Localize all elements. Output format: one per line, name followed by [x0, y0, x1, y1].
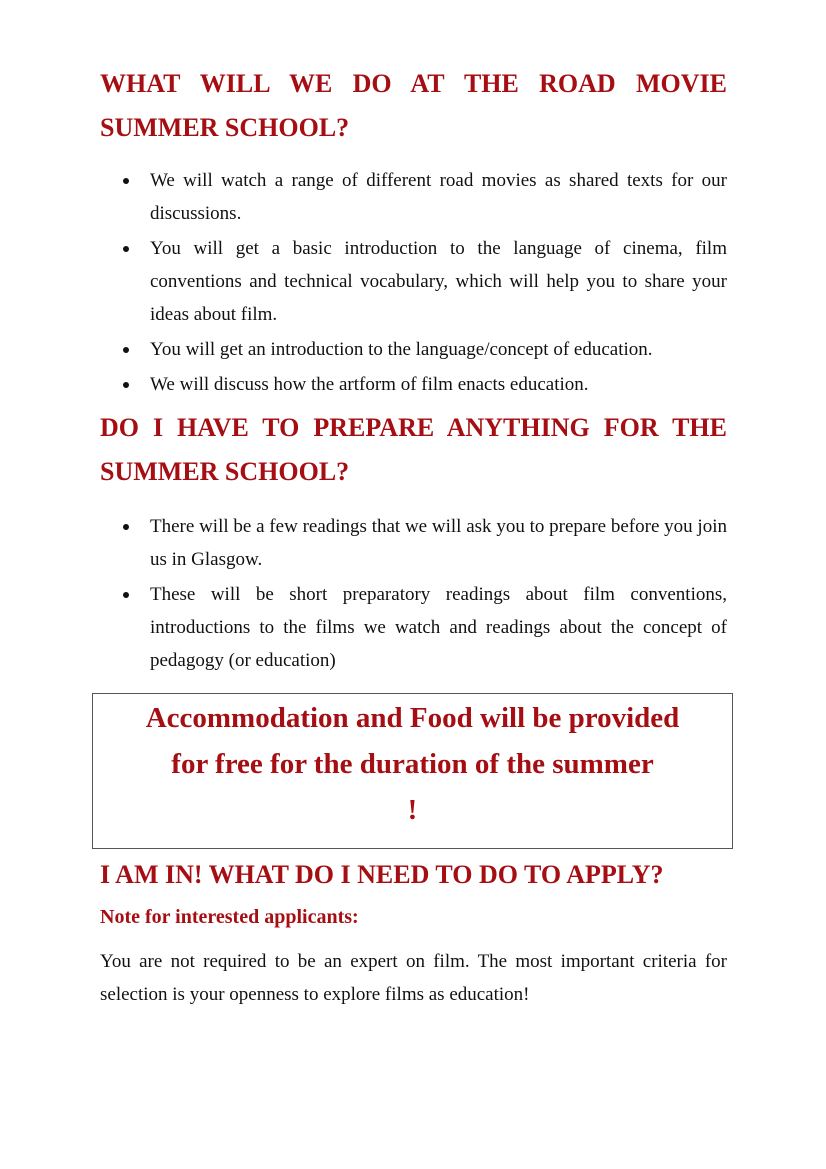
bullet-icon: [123, 382, 129, 388]
notice-line-2: for free for the duration of the summer: [171, 748, 654, 780]
section-heading-what-will-we-do: WHAT WILL WE DO AT THE ROAD MOVIE SUMMER SCHOOL?: [100, 69, 727, 142]
bullet-icon: [123, 524, 129, 530]
list-item: There will be a few readings that we will ask you to prepare before you join us in Glasgow.: [150, 510, 727, 576]
list-item: You will get a basic introduction to the language of cinema, film conventions and technical vocabulary, which will help you to share your ideas about film.: [150, 232, 727, 331]
list-item: These will be short preparatory readings about film conventions, introductions to the films we watch and readings about the concept of pedagogy (or education): [150, 578, 727, 677]
bullet-icon: [123, 246, 129, 252]
preparation-list: [100, 510, 727, 677]
bullet-icon: [123, 592, 129, 598]
section-heading-apply: I AM IN! WHAT DO I NEED TO DO TO APPLY?: [100, 860, 664, 889]
bullet-icon: [123, 347, 129, 353]
list-item: We will discuss how the artform of film enacts education.: [150, 368, 727, 401]
notice-line-1: Accommodation and Food will be provided: [145, 702, 680, 734]
list-item: You will get an introduction to the language/concept of education.: [150, 333, 727, 366]
section-heading-prepare: DO I HAVE TO PREPARE ANYTHING FOR THE SUMMER SCHOOL?: [100, 413, 727, 486]
activities-list: [100, 164, 727, 401]
notice-line-3: !: [407, 794, 418, 826]
list-item: We will watch a range of different road movies as shared texts for our discussions.: [150, 164, 727, 230]
note-body: You are not required to be an expert on film. The most important criteria for selection is your openness to explore films as education!: [100, 951, 727, 1005]
document-page: [100, 62, 727, 1011]
note-title: Note for interested applicants:: [100, 906, 359, 928]
bullet-icon: [123, 178, 129, 184]
accommodation-notice-box: [92, 693, 733, 849]
